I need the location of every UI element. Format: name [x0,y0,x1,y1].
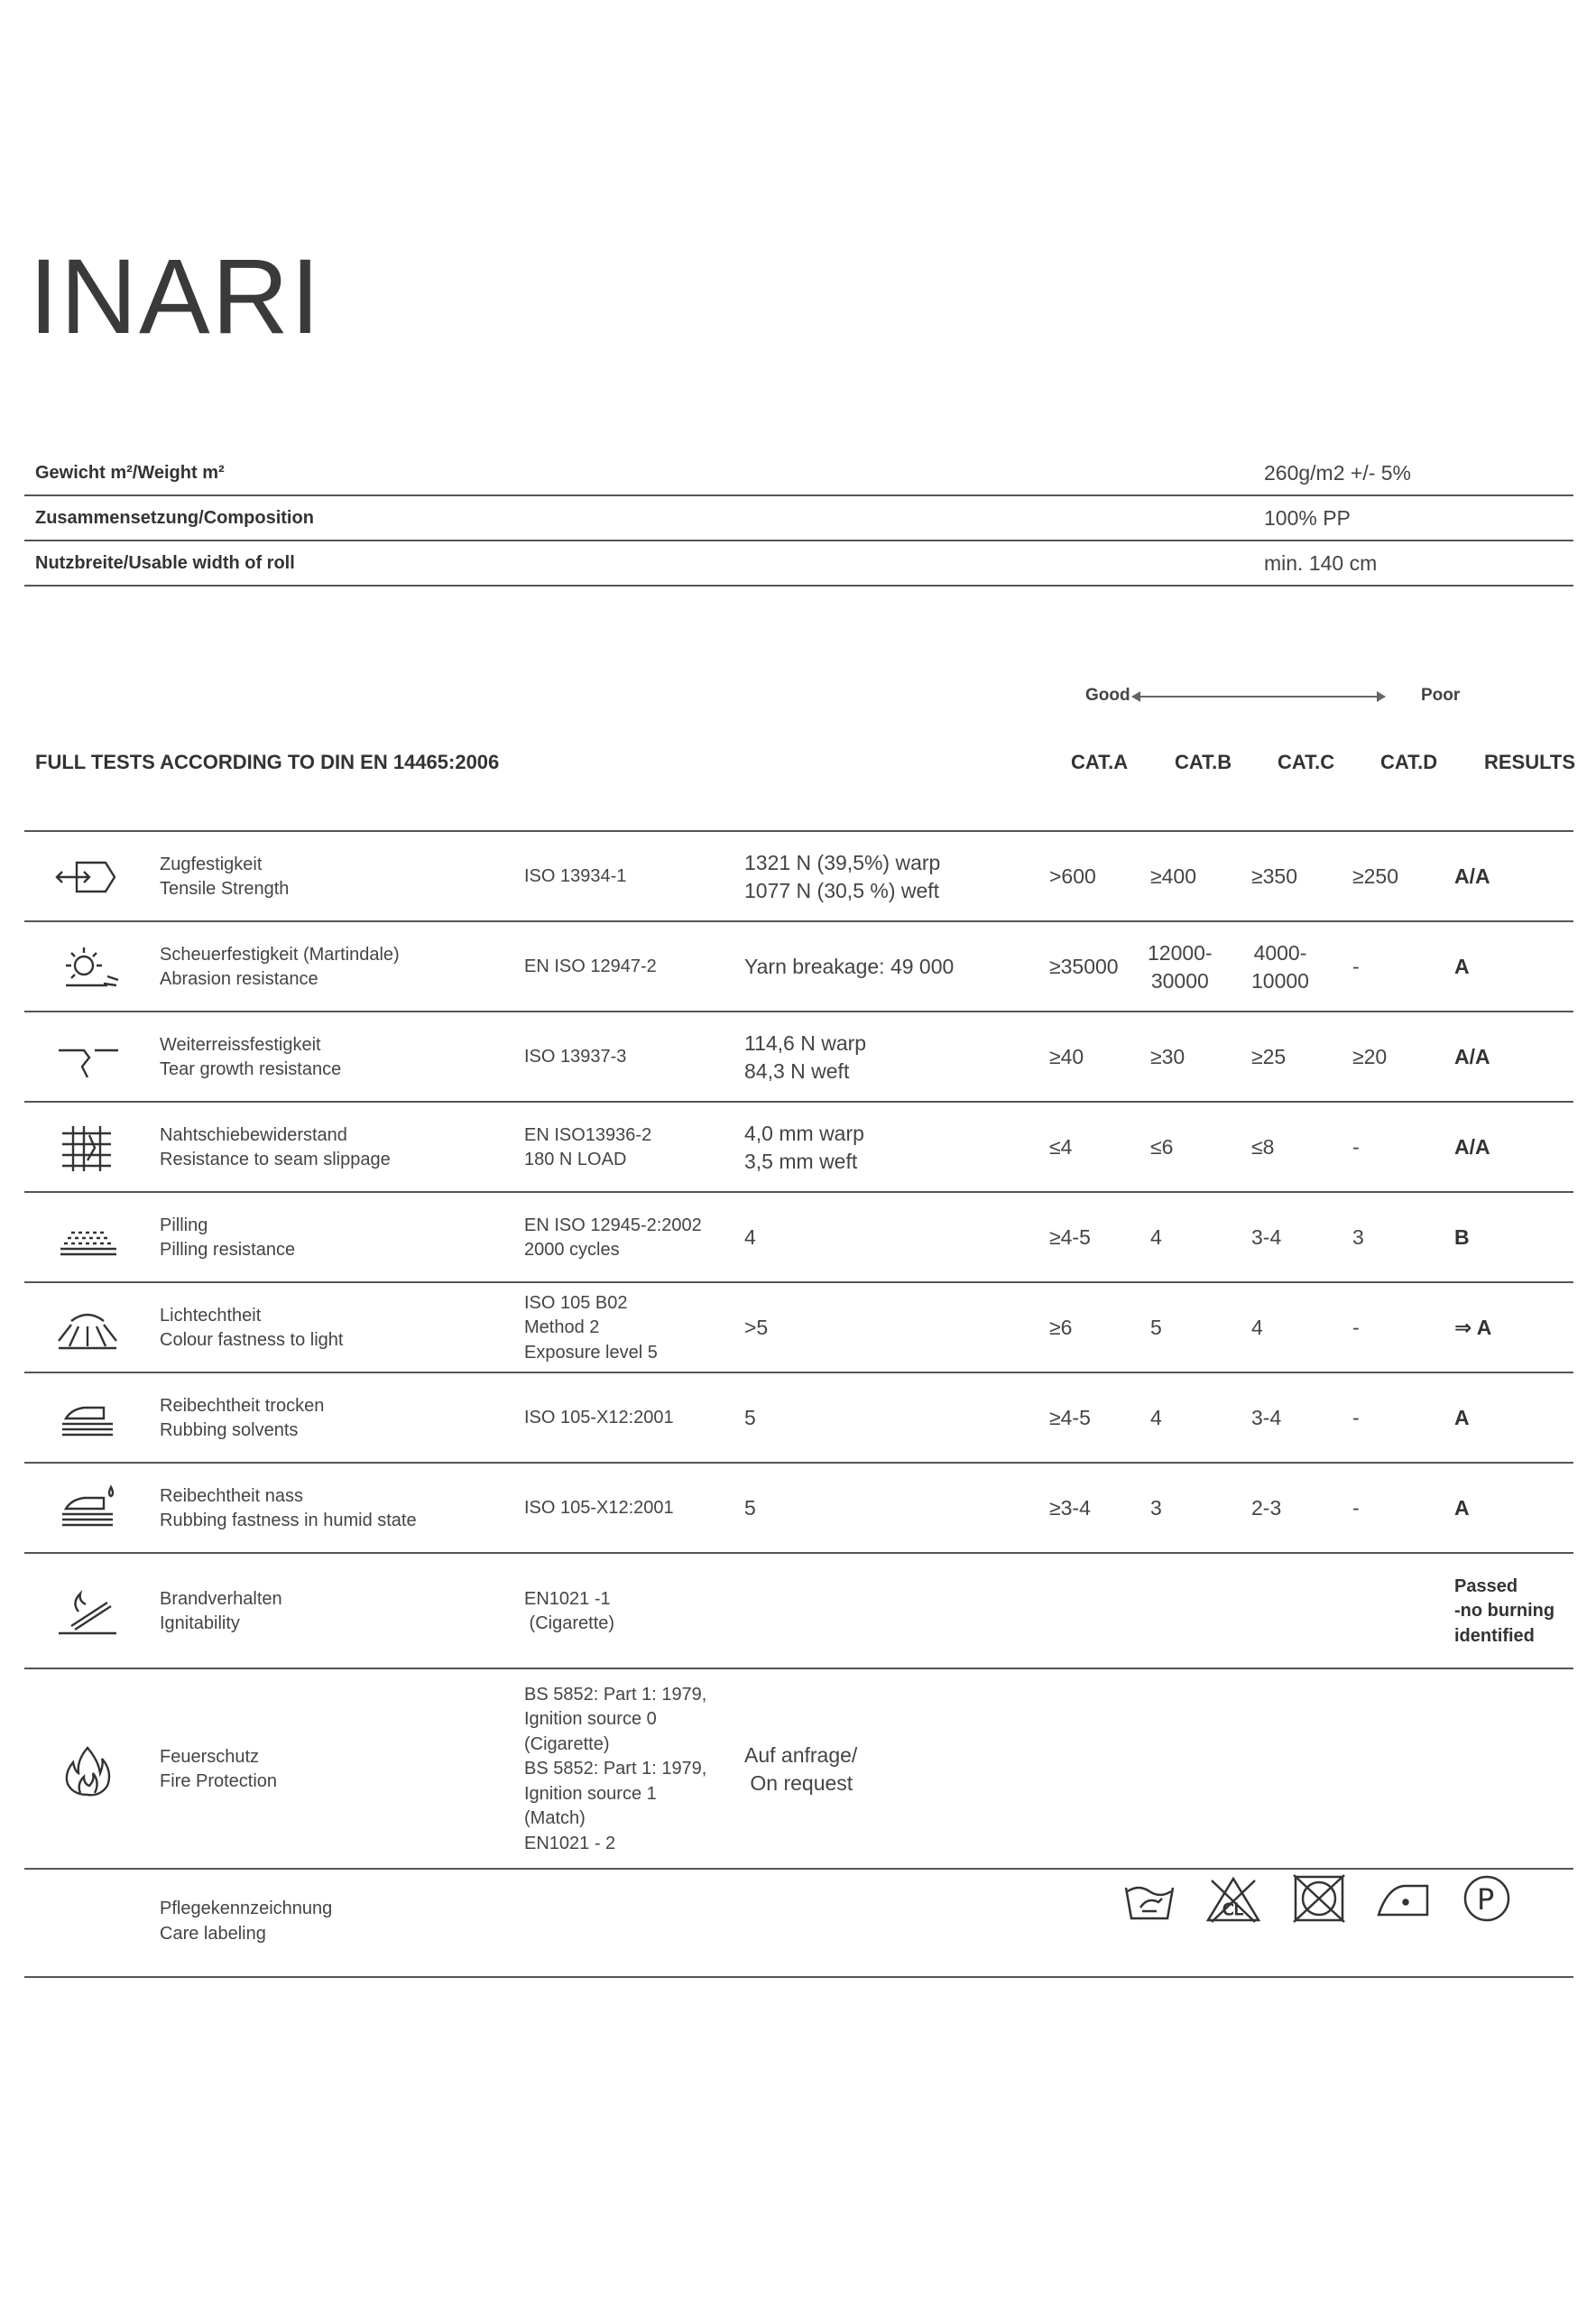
cat-c-value [1251,1133,1274,1162]
cat-b-value-line: ≥400 [1150,864,1196,888]
test-value-line: 1077 N (30,5 %) weft [744,879,940,903]
abrasion-icon [51,940,124,994]
cat-b-value [1150,1043,1185,1072]
cat-a-value [1049,1404,1091,1433]
test-value-line: Auf anfrage/ [744,1742,858,1767]
cat-b-value [1150,1494,1162,1523]
cat-d-value-line: 3 [1352,1225,1364,1249]
spec-label: Zusammensetzung/Composition [35,508,314,528]
test-name-de: Zugfestigkeit [160,854,263,874]
bleach-letters: CL [1222,1900,1243,1919]
test-standard-line: ISO 105 B02 [524,1292,628,1313]
cat-b-value-line: ≥30 [1150,1045,1185,1068]
result-value-line: A/A [1454,864,1490,888]
test-standard [524,1406,674,1431]
test-name-en: Tensile Strength [160,879,290,900]
cat-d-value-line: - [1352,955,1360,978]
test-value-line: >5 [744,1316,769,1339]
test-value [744,953,954,982]
spec-label: Gewicht m²/Weight m² [35,463,225,483]
cat-d-value [1352,1314,1360,1343]
cat-c-value [1251,863,1297,892]
test-standard-line: ISO 13934-1 [524,866,627,886]
spec-value: 100% PP [1264,506,1351,530]
test-standard-line: (Match) [524,1808,586,1829]
test-name-en: Pilling resistance [160,1240,296,1261]
table-row [24,1669,1573,1870]
test-value-line: 3,5 mm weft [744,1150,858,1174]
iron-low-icon [1375,1871,1433,1926]
test-name-de: Reibechtheit trocken [160,1395,325,1416]
test-standard-line: (Cigarette) [524,1613,615,1634]
dry-clean-p-icon [1458,1871,1516,1926]
rubbing-dry-icon [51,1391,124,1446]
spec-row-weight [24,450,1573,496]
test-name [160,853,289,902]
cat-c-value [1251,1494,1281,1523]
cat-c-value-line: 3-4 [1251,1406,1282,1429]
cat-c-value-line: 3-4 [1251,1225,1282,1249]
spec-value: min. 140 cm [1264,551,1378,575]
test-value [744,849,940,906]
test-name-de: Feuerschutz [160,1746,260,1767]
cat-c-value-line: 4000- 10000 [1251,940,1309,993]
cat-a-value [1049,863,1096,892]
spec-row-composition [24,495,1573,541]
cat-d-value [1352,953,1360,982]
tear-growth-icon [51,1030,124,1085]
test-name [160,1304,343,1354]
test-value-line: Yarn breakage: 49 000 [744,955,955,978]
cat-d-value-line: ≥250 [1352,864,1398,888]
seam-slippage-icon [51,1121,124,1175]
test-value-line: On request [744,1771,853,1796]
test-standard [524,1587,614,1637]
cat-b-value-line: 5 [1150,1316,1162,1339]
test-name-de: Scheuerfestigkeit (Martindale) [160,944,400,965]
result-value-line: ⇒ A [1454,1316,1492,1339]
cat-b-value-line: 3 [1150,1496,1162,1520]
test-standard-line: BS 5852: Part 1: 1979, [524,1684,707,1705]
hand-wash-icon [1121,1871,1178,1926]
test-value-line: 114,6 N warp [744,1030,867,1055]
result-value [1454,1575,1554,1649]
test-name-en: Rubbing fastness in humid state [160,1511,417,1531]
test-standard [524,1045,626,1070]
test-value [744,1314,768,1343]
cat-b-value [1150,1133,1173,1162]
no-chlorine-bleach-icon [1204,1871,1262,1926]
test-name-en: Fire Protection [160,1771,278,1792]
test-standard-line: EN1021 - 2 [524,1834,616,1854]
test-standard-line: EN1021 -1 [524,1588,611,1609]
cat-c-value-line: ≥350 [1251,864,1297,888]
cat-c-value [1251,939,1309,996]
table-row [24,1283,1573,1373]
test-value-line: 1321 N (39,5%) warp [744,850,941,874]
table-title: FULL TESTS ACCORDING TO DIN EN 14465:2006 [35,751,500,773]
no-tumble-dry-icon [1290,1871,1348,1926]
cat-d-value-line: - [1352,1135,1360,1159]
cat-a-value [1049,1224,1091,1252]
result-value [1454,1314,1491,1343]
cat-c-value-line: 2-3 [1251,1496,1282,1520]
test-name [160,1484,417,1534]
spec-value: 260g/m2 +/- 5% [1264,461,1412,485]
result-value [1454,1224,1470,1252]
test-name-en: Rubbing solvents [160,1420,299,1441]
table-row [24,922,1573,1012]
light-fastness-icon [51,1301,124,1355]
test-name-en: Ignitability [160,1613,240,1634]
column-header: CAT.C [1278,751,1335,773]
result-value [1454,1043,1490,1072]
cat-d-value [1352,1224,1364,1252]
cat-b-value [1148,939,1213,996]
table-row [24,1554,1573,1669]
cat-d-value-line: ≥20 [1352,1045,1388,1068]
test-name [160,1587,282,1637]
test-standard-line: EN ISO 12945-2:2002 [524,1215,702,1235]
test-standard-line: 180 N LOAD [524,1150,627,1170]
test-standard-line: Ignition source 1 [524,1783,657,1804]
test-value-line: 4 [744,1225,756,1249]
care-label-en: Care labeling [160,1923,266,1944]
scale-arrow [1132,696,1385,698]
column-header: CAT.A [1071,751,1129,773]
test-value [744,1120,864,1177]
result-value [1454,863,1490,892]
cat-b-value [1150,1224,1162,1252]
test-standard-line: ISO 105-X12:2001 [524,1498,674,1518]
dry-clean-letter: P [1477,1882,1495,1917]
ignitability-icon [51,1585,124,1639]
cat-c-value-line: ≤8 [1251,1135,1275,1159]
test-name-de: Pilling [160,1215,208,1235]
cat-a-value [1049,953,1119,982]
care-label-de: Pflegekennzeichnung [160,1899,333,1918]
test-value-line: 4,0 mm warp [744,1121,864,1145]
cat-a-value-line: ≥40 [1049,1045,1084,1068]
test-standard [524,1123,651,1173]
test-standard-line: 2000 cycles [524,1240,620,1261]
spec-row-width [24,541,1573,587]
cat-b-value-line: 4 [1150,1225,1162,1249]
result-value-line: B [1454,1225,1470,1249]
table-row [24,1193,1573,1283]
cat-a-value-line: ≥6 [1049,1316,1073,1339]
cat-b-value-line: 12000- 30000 [1148,940,1213,993]
test-value-line: 84,3 N weft [744,1059,850,1084]
test-name-en: Tear growth resistance [160,1059,342,1080]
cat-c-value [1251,1404,1281,1433]
test-name-de: Brandverhalten [160,1588,282,1609]
cat-b-value [1150,1314,1162,1343]
cat-b-value [1150,863,1196,892]
test-name-en: Abrasion resistance [160,969,318,990]
test-standard [524,955,657,980]
test-standard-line: Ignition source 0 [524,1709,657,1730]
cat-b-value-line: ≤6 [1150,1135,1174,1159]
result-value-line: A/A [1454,1135,1490,1159]
cat-a-value-line: >600 [1049,864,1096,888]
test-name-de: Nahtschiebewiderstand [160,1124,347,1145]
test-value [744,1494,756,1523]
cat-a-value-line: ≥3-4 [1049,1496,1091,1520]
test-value [744,1224,756,1252]
cat-c-value [1251,1043,1286,1072]
test-name [160,1745,277,1795]
table-bottom-rule [24,1976,1573,1978]
test-standard-line: Exposure level 5 [524,1342,658,1363]
test-value [744,1404,756,1433]
result-value [1454,1494,1470,1523]
table-row [24,832,1573,922]
test-name [160,943,400,993]
cat-c-value-line: 4 [1251,1316,1263,1339]
cat-a-value [1049,1494,1091,1523]
test-standard-line: EN ISO13936-2 [524,1124,652,1145]
result-value [1454,1404,1470,1433]
cat-a-value-line: ≥35000 [1049,955,1119,978]
result-value [1454,1133,1490,1162]
table-row [24,1012,1573,1103]
rubbing-wet-icon [51,1482,124,1536]
test-standard-line: ISO 13937-3 [524,1047,627,1067]
test-name [160,1214,295,1263]
cat-d-value [1352,1494,1360,1523]
cat-a-value [1049,1314,1072,1343]
test-standard-line: Method 2 [524,1317,600,1338]
cat-d-value [1352,1043,1387,1072]
table-row [24,1464,1573,1554]
test-name-de: Reibechtheit nass [160,1485,303,1506]
test-standard-line: ISO 105-X12:2001 [524,1408,674,1428]
column-header: CAT.D [1380,751,1438,773]
cat-a-value-line: ≤4 [1049,1135,1073,1159]
test-standard-line: EN ISO 12947-2 [524,956,657,976]
test-standard-line: (Cigarette) [524,1733,610,1754]
tensile-strength-icon [51,850,124,904]
cat-d-value [1352,1404,1360,1433]
cat-c-value-line: ≥25 [1251,1045,1287,1068]
cat-d-value [1352,1133,1360,1162]
cat-a-value [1049,1043,1084,1072]
result-value-line: A/A [1454,1045,1490,1068]
fire-protection-icon [51,1742,124,1797]
cat-a-value [1049,1133,1072,1162]
pilling-icon [51,1211,124,1265]
result-value-line: Passed -no burning identified [1454,1575,1555,1646]
table-row [24,1103,1573,1193]
column-header: CAT.B [1175,751,1232,773]
test-value-line: 5 [744,1406,756,1429]
test-standard-line: BS 5852: Part 1: 1979, [524,1759,707,1779]
product-title: INARI [29,237,322,356]
cat-a-value-line: ≥4-5 [1049,1225,1091,1249]
test-value-line: 5 [744,1496,756,1520]
cat-d-value [1352,863,1398,892]
test-name-de: Lichtechtheit [160,1305,262,1326]
cat-d-value-line: - [1352,1316,1360,1339]
test-value [744,1742,857,1798]
cat-d-value-line: - [1352,1406,1360,1429]
result-value-line: A [1454,1496,1470,1520]
test-name [160,1123,391,1173]
scale-poor-label: Poor [1421,686,1461,705]
cat-b-value-line: 4 [1150,1406,1162,1429]
column-header: RESULTS [1484,751,1576,773]
test-standard [524,864,626,890]
cat-c-value [1251,1224,1281,1252]
test-standard [524,1496,674,1521]
test-name [160,1033,341,1083]
result-value-line: A [1454,955,1470,978]
test-standard [524,1214,702,1263]
test-name [160,1394,324,1444]
test-name-en: Colour fastness to light [160,1330,344,1351]
scale-good-label: Good [1085,686,1130,705]
result-value-line: A [1454,1406,1470,1429]
test-name-en: Resistance to seam slippage [160,1150,391,1170]
spec-label: Nutzbreite/Usable width of roll [35,553,295,573]
test-standard [524,1291,658,1366]
cat-d-value-line: - [1352,1496,1360,1520]
cat-c-value [1251,1314,1263,1343]
test-name-de: Weiterreissfestigkeit [160,1034,321,1055]
cat-b-value [1150,1404,1162,1433]
test-standard [524,1683,706,1857]
table-row [24,1373,1573,1464]
cat-a-value-line: ≥4-5 [1049,1406,1091,1429]
result-value [1454,953,1470,982]
test-value [744,1030,866,1086]
